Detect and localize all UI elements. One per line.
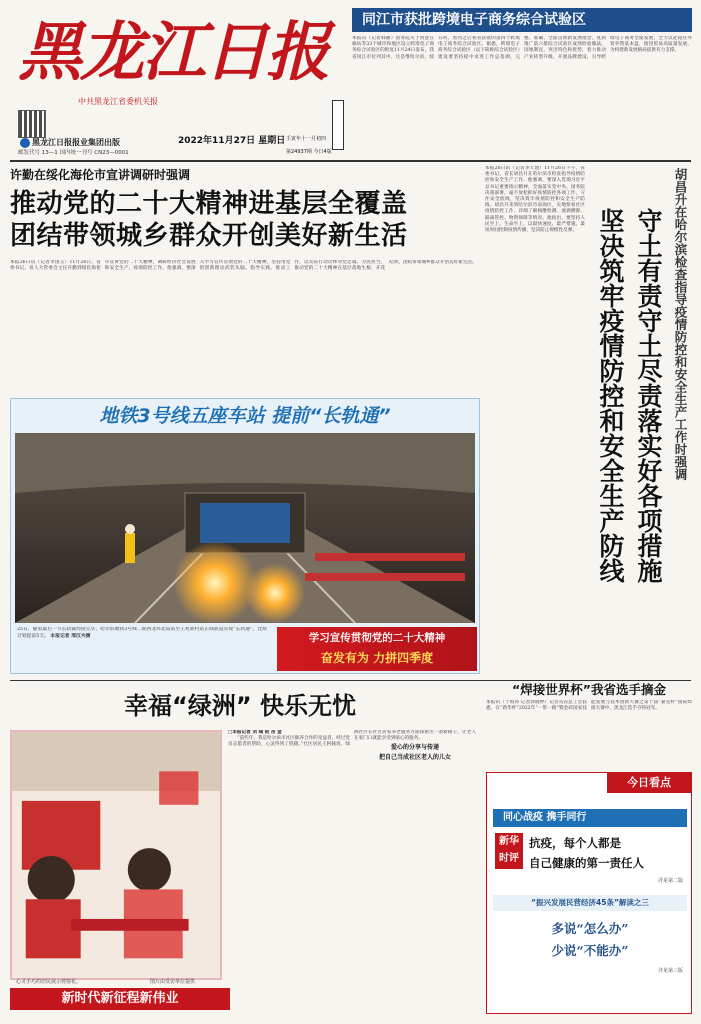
feature-subhead1: 爱心的分享与传递 bbox=[390, 744, 439, 752]
top-story-body: 本报讯（记者韩丽）国务院关于同意在廊坊等33个城市和地区设立跨境电子商务综合试验区的批复11月24日发布，我省同江市位列其中。这是继哈尔滨、绥芬河、黑河之后我省获批的第四个跨境电子商务综合试验区。据悉，跨境电子商务综合试验区（以下简称综合试验区）建设要坚持稳中求进工作总基调，完整、准确、全面贯彻新发展理念，复制推广前六批综合试验区成熟经验做法，因地制宜，突出特色和优势，着力推动产业转型升级，开展品牌建设，引导跨境电子商务全面发展，全力以赴稳住外贸外资基本盘，推进贸易高质量发展，为构建新发展格局提供有力支撑。 bbox=[352, 36, 692, 60]
guide-box1-headline: 抗疫，每个人都是 自己健康的第一责任人 bbox=[529, 836, 644, 870]
guide-box2-line2: 少说“不能办” bbox=[551, 943, 629, 958]
masthead-strip bbox=[332, 100, 344, 150]
side-headline: 守土有责守土尽责落实好各项措施 坚决筑牢疫情防控和安全生产防线 bbox=[596, 208, 663, 583]
xinhua-badge: 新华时评 bbox=[495, 833, 523, 869]
lead-kicker: 许勤在绥化海伦市宣讲调研时强调 bbox=[10, 168, 191, 182]
photo-section bbox=[10, 398, 480, 674]
masthead-lunar: 壬寅年十一月初四 bbox=[286, 136, 327, 142]
promo-line1: 学习宣传贯彻党的二十大精神 bbox=[308, 632, 446, 644]
cup-story bbox=[486, 680, 692, 768]
side-body: 本报26日讯（记者李天池）11月26日下午，省委书记、省长胡昌升在哈尔滨市检查指导疫情防控和安全生产工作。他强调，要深入贯彻习近平总书记重要指示精神，全面落实党中央、国务院决策部署，毫不放松抓好疫情防控各项工作，守住安全底线，坚决筑牢疫情防控和安全生产防线。胡昌升来到哈尔滨市南岗区，实地察看社区疫情防控工作，详细了解核酸检测、流调溯源、隔离管控、物资保障等情况。他指出，要坚持人民至上、生命至上，以最快速度、最严措施、最短时间控制疫情传播，坚决防止规模性反弹。 bbox=[485, 166, 585, 234]
top-story bbox=[352, 8, 692, 148]
cup-headline: “焊接世界杯”我省选手摘金 bbox=[512, 682, 666, 697]
photo-caption bbox=[17, 627, 267, 671]
photo-caption-text: 25日，随着最后一节长轨铺焊接完毕，哈尔滨地铁3号线二期西北环北局站至王兆新村站正线轨道实现“长轨通”，比原计划提前5天。 bbox=[17, 627, 267, 640]
guide-box1-title: 同心战疫 携手同行 bbox=[493, 809, 687, 827]
feature-photo-caption2: 图片由受访单位提供 bbox=[150, 979, 196, 985]
masthead-publisher: 黑龙江日报报业集团出版 bbox=[32, 138, 120, 147]
feature-photo bbox=[10, 730, 222, 980]
feature bbox=[10, 684, 480, 1014]
side-story bbox=[485, 166, 695, 676]
masthead-divider bbox=[10, 160, 691, 162]
subway-photo bbox=[15, 433, 475, 623]
masthead-codes: 邮发代号 13—1 国内统一刊号 CN23—0001 bbox=[18, 150, 129, 156]
photo-banner: 地铁3号线五座车站 提前“长轨通” bbox=[99, 405, 391, 427]
guide-box2-line1: 多说“怎么办” bbox=[551, 921, 629, 936]
guide-box2-ref: 详见第三版 bbox=[657, 968, 683, 974]
feature-subhead2: 把自己当成社区老人的儿女 bbox=[378, 753, 451, 761]
today-guide bbox=[486, 772, 692, 1014]
feature-headline: 幸福“绿洲” 快乐无忧 bbox=[124, 692, 356, 720]
guide-title: 今日看点 bbox=[607, 773, 691, 793]
masthead bbox=[18, 8, 348, 156]
promo-line2: 奋发有为 力拼四季度 bbox=[320, 651, 434, 665]
promo-box bbox=[277, 627, 477, 671]
guide-box1-ref: 详见第二版 bbox=[657, 878, 683, 884]
feature-byline: □本报记者 刘 瑞 赵 岳 金 bbox=[228, 730, 282, 735]
cup-body: 本报讯（于海涛 记者郭晓婷）记者从省总工会获悉，在“新华杯”2022年“一带一路”暨金砖国家技能发展与技术创新大赛之第十届“嘉克杯”国际焊接大赛中，黑龙江选手夺得冠军。 bbox=[486, 700, 692, 712]
feature-body: “前些年，我是哈尔滨市社区颐养合作的受益者，经过党员志愿者的帮助，心灵得到了慰藉。”社区居民王阿姨说，绿洲社区在社区居家养老服务方面探索出一条新路子，让老人在家门口就能享受到贴心的服务。 bbox=[228, 730, 476, 748]
masthead-qr bbox=[18, 110, 46, 138]
lead-body: 本报26日讯（记者李国玉）11月26日，省委书记、省人大常委会主任许勤到绥化海伦市宣讲党的二十大精神，调研经济社会发展和安全生产、疫情防控工作。他强调，要深入学习宣传贯彻党的二十大精神，坚持用党的创新理论武装头脑、指导实践、推动工作，以实际行动诠释对党忠诚、为民担当，推动党的二十大精神在基层落地生根、开花结果，团结带领城乡群众开创美好新生活。 bbox=[10, 260, 477, 272]
lead-headline: 推动党的二十大精神进基层全覆盖 团结带领城乡群众开创美好新生活 bbox=[10, 189, 408, 251]
lead-story bbox=[10, 166, 480, 391]
masthead-date: 2022年11月27日 星期日 bbox=[178, 136, 286, 146]
side-banner: 胡昌升在哈尔滨检查指导疫情防控和安全生产工作时强调 bbox=[673, 168, 688, 481]
masthead-logo-icon bbox=[20, 138, 30, 148]
feature-bottom-banner: 新时代新征程新伟业 bbox=[10, 988, 230, 1010]
photo-credit: 本报记者 邢汉夫摄 bbox=[50, 633, 91, 640]
masthead-org: 中共黑龙江省委机关报 bbox=[78, 97, 158, 106]
masthead-issue: 第24937期 今日4版 bbox=[286, 149, 332, 155]
masthead-title: 黑龙江日报 bbox=[18, 15, 328, 90]
top-story-headline: 同江市获批跨境电子商务综合试验区 bbox=[352, 8, 692, 32]
feature-text bbox=[228, 730, 476, 986]
feature-photo-caption1: 心灵手巧的居民展示剪窗花。 bbox=[16, 979, 82, 985]
guide-box2-title: “振兴发展民营经济45条”解读之三 bbox=[493, 895, 687, 911]
